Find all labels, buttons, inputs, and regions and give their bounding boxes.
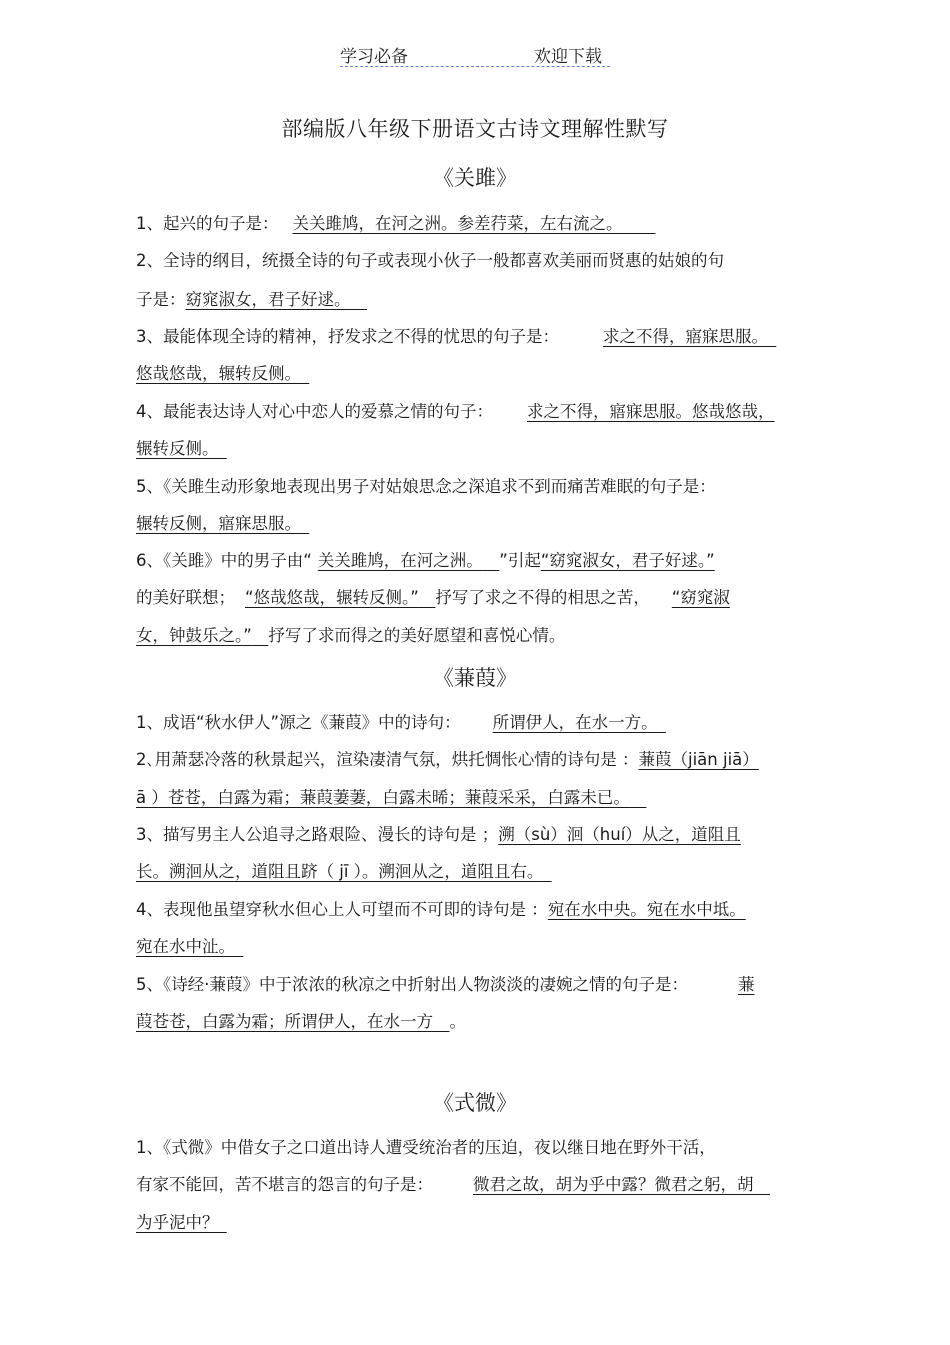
- question-line: [136, 584, 730, 608]
- question-line: [136, 1134, 716, 1158]
- answer-text: 求之不得，寤寐思服。悠哉悠哉，: [527, 402, 775, 421]
- section-title-guanju: 《关雎》: [433, 166, 517, 190]
- answer-text: “窈窕淑: [671, 588, 730, 607]
- question-line: [136, 360, 309, 384]
- question-line: [136, 1209, 227, 1233]
- question-text: 6、《关雎》中的男子由“: [136, 551, 312, 570]
- page-header: [340, 40, 610, 67]
- question-line: [136, 933, 243, 957]
- question-text: 。: [449, 1012, 466, 1031]
- answer-text: “窈窕淑女，君子好逑。”: [540, 551, 715, 570]
- answer-text: 蒹: [738, 975, 755, 994]
- answer-text: 溯（sù）洄（huí）从之，道阻且: [498, 825, 741, 844]
- answer-text: 关关雎鸠，在河之洲。参差荇菜，左右流之。: [292, 214, 623, 233]
- question-line: [136, 1008, 466, 1032]
- question-text: ”引起: [499, 551, 541, 570]
- question-text: 抒写了求而得之的美好愿望和喜悦心情。: [268, 626, 566, 645]
- question-line: [136, 709, 666, 733]
- question-text: 2､用萧瑟冷落的秋景起兴，渲染凄清气氛，烘托惆怅心情的诗句是 ：: [136, 750, 639, 769]
- question-line: [136, 323, 776, 347]
- question-line: [136, 473, 716, 497]
- question-text: 4、表现他虽望穿秋水但心上人可望而不可即的诗句是 ：: [136, 900, 548, 919]
- header-right-text: 欢迎下载: [534, 47, 602, 67]
- answer-text: 所谓伊人，在水一方。: [492, 713, 658, 732]
- question-text: 1、成语“秋水伊人”源之《蒹葭》中的诗句：: [136, 713, 461, 732]
- section-title-jianjia: 《蒹葭》: [433, 666, 517, 690]
- question-line: [136, 435, 227, 459]
- question-line: [136, 971, 755, 995]
- answer-text: 长。溯洄从之，道阻且跻（ jī ）。溯洄从之，道阻且右。: [136, 862, 544, 881]
- question-text: 抒写了求之不得的相思之苦，: [435, 588, 650, 607]
- question-text: 2、全诗的纲目，统摄全诗的句子或表现小伙子一般都喜欢美丽而贤惠的姑娘的句: [136, 251, 724, 270]
- question-line: [136, 821, 741, 845]
- question-text: 的美好联想；: [136, 588, 235, 607]
- question-line: [136, 286, 367, 310]
- answer-text: ā ）苍苍，白露为霜；蒹葭萋萋，白露未晞；蒹葭采采，白露未已。: [136, 788, 630, 807]
- question-text: 1、起兴的句子是：: [136, 214, 279, 233]
- question-text: 5、《关雎生动形象地表现出男子对姑娘思念之深追求不到而痛苦难眠的句子是：: [136, 477, 716, 496]
- question-text: 子是：: [136, 290, 186, 309]
- answer-text: “悠哉悠哉，辗转反侧。”: [245, 588, 419, 607]
- question-line: [136, 1171, 770, 1195]
- answer-text: 关关雎鸠，在河之洲。: [317, 551, 483, 570]
- answer-text: 为乎泥中？: [136, 1213, 219, 1232]
- header-left-text: 学习必备: [340, 47, 408, 67]
- answer-text: 窈窕淑女，君子好逑。: [185, 290, 351, 309]
- answer-text: 悠哉悠哉，辗转反侧。: [136, 364, 301, 383]
- section-title-shiwei: 《式微》: [433, 1091, 517, 1115]
- answer-text: 女，钟鼓乐之。”: [136, 626, 252, 645]
- answer-text: 辗转反侧。: [136, 439, 219, 458]
- question-line: [136, 746, 759, 770]
- question-text: 有家不能回，苦不堪言的怨言的句子是：: [136, 1175, 433, 1194]
- question-line: [136, 210, 656, 234]
- question-text: 3、最能体现全诗的精神，抒发求之不得的忧思的句子是：: [136, 327, 559, 346]
- question-line: [136, 510, 309, 534]
- question-text: 4、最能表达诗人对心中恋人的爱慕之情的句子：: [136, 402, 493, 421]
- answer-text: 蒹葭（jiān jiā）: [638, 750, 759, 769]
- question-line: [136, 896, 746, 920]
- answer-text: 宛在水中央。宛在水中坻。: [547, 900, 746, 919]
- answer-text: 宛在水中沚。: [136, 937, 235, 956]
- question-line: [136, 858, 552, 882]
- question-line: [136, 547, 715, 571]
- answer-text: 辗转反侧，寤寐思服。: [136, 514, 301, 533]
- question-text: 3、描写男主人公追寻之路艰险、漫长的诗句是 ；: [136, 825, 499, 844]
- question-text: 1、《式微》中借女子之口道出诗人遭受统治者的压迫，夜以继日地在野外干活，: [136, 1138, 716, 1157]
- answer-text: 求之不得，寤寐思服。: [603, 327, 768, 346]
- document-title: 部编版八年级下册语文古诗文理解性默写: [281, 117, 669, 141]
- answer-text: 微君之故，胡为乎中露？微君之躬，胡: [473, 1175, 754, 1194]
- answer-text: 葭苍苍，白露为霜；所谓伊人，在水一方: [136, 1012, 433, 1031]
- question-line: [136, 398, 775, 422]
- question-line: [136, 247, 724, 271]
- question-line: [136, 622, 565, 646]
- question-line: [136, 784, 646, 808]
- question-text: 5、《诗经·蒹葭》中于浓浓的秋凉之中折射出人物淡淡的凄婉之情的句子是：: [136, 975, 688, 994]
